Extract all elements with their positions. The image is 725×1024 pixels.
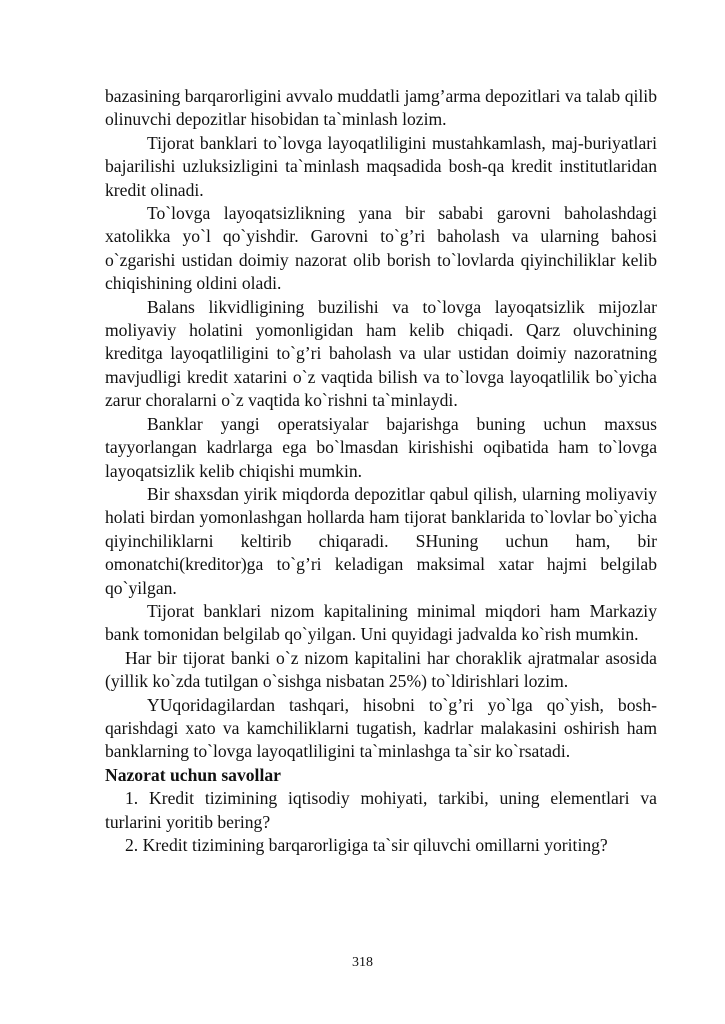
paragraph: Balans likvidligining buzilishi va to`lovga layoqatsizlik mijozlar moliyaviy holatini yomonligidan ham kelib chiqadi. Qarz oluvchining kreditga layoqatliligini to`g’ri baholash va ular ustidan doimiy nazoratning mavjudligi kredit xatarini o`z vaqtida bilish va to`lovga layoqatlilik bo`yicha zarur choralarni o`z vaqtida ko`rishni ta`minlaydi. xyxy=(105,296,657,411)
paragraph: Tijorat banklari nizom kapitalining minimal miqdori ham Markaziy bank tomonidan belgilab qo`yilgan. Uni quyidagi jadvalda ko`rish mumkin. xyxy=(105,600,657,645)
paragraph: Har bir tijorat banki o`z nizom kapitalini har choraklik ajratmalar asosida (yillik ko`zda tutilgan o`sishga nisbatan 25%) to`ldirishlari lozim. xyxy=(105,647,657,692)
paragraph: YUqoridagilardan tashqari, hisobni to`g’ri yo`lga qo`yish, bosh-qarishdagi xato va kamchiliklarni tugatish, kadrlar malakasini oshirish ham banklarning to`lovga layoqatliligini ta`minlashga ta`sir ko`rsatadi. xyxy=(105,694,657,762)
section-heading: Nazorat uchun savollar xyxy=(105,764,281,785)
paragraph: Bir shaxsdan yirik miqdorda depozitlar qabul qilish, ularning moliyaviy holati birdan yomonlashgan hollarda ham tijorat banklarida to`lovlar bo`yicha qiyinchiliklarni keltirib chiqaradi. SHuning uchun ham, bir omonatchi(kreditor)ga to`g’ri keladigan maksimal xatar hajmi belgilab qo`yilgan. xyxy=(105,483,657,598)
paragraph: Banklar yangi operatsiyalar bajarishga buning uchun maxsus tayyorlangan kadrlarga ega bo`lmasdan kirishishi oqibatida ham to`lovga layoqatsizlik kelib chiqishi mumkin. xyxy=(105,413,657,481)
question-item: 2. Kredit tizimining barqarorligiga ta`sir qiluvchi omillarni yoriting? xyxy=(125,835,608,855)
question-item: 1. Kredit tizimining iqtisodiy mohiyati, tarkibi, uning elementlari va turlarini yoritib bering? xyxy=(105,788,657,832)
page-number: 318 xyxy=(352,955,373,970)
paragraph: Tijorat banklari to`lovga layoqatliligini mustahkamlash, maj-buriyatlari bajarilishi uzluksizligini ta`minlash maqsadida bosh-qa kredit institutlaridan kredit olinadi. xyxy=(105,132,657,200)
page-body xyxy=(105,85,657,857)
paragraph: bazasining barqarorligini avvalo muddatli jamg’arma depozitlari va talab qilib olinuvchi depozitlar hisobidan ta`minlash lozim. xyxy=(105,86,657,130)
paragraph: To`lovga layoqatsizlikning yana bir sababi garovni baholashdagi xatolikka yo`l qo`yishdir. Garovni to`g’ri baholash va ularning bahosi o`zgarishi ustidan doimiy nazorat olib borish to`lovlarda qiyinchiliklar kelib chiqishining oldini oladi. xyxy=(105,203,657,294)
